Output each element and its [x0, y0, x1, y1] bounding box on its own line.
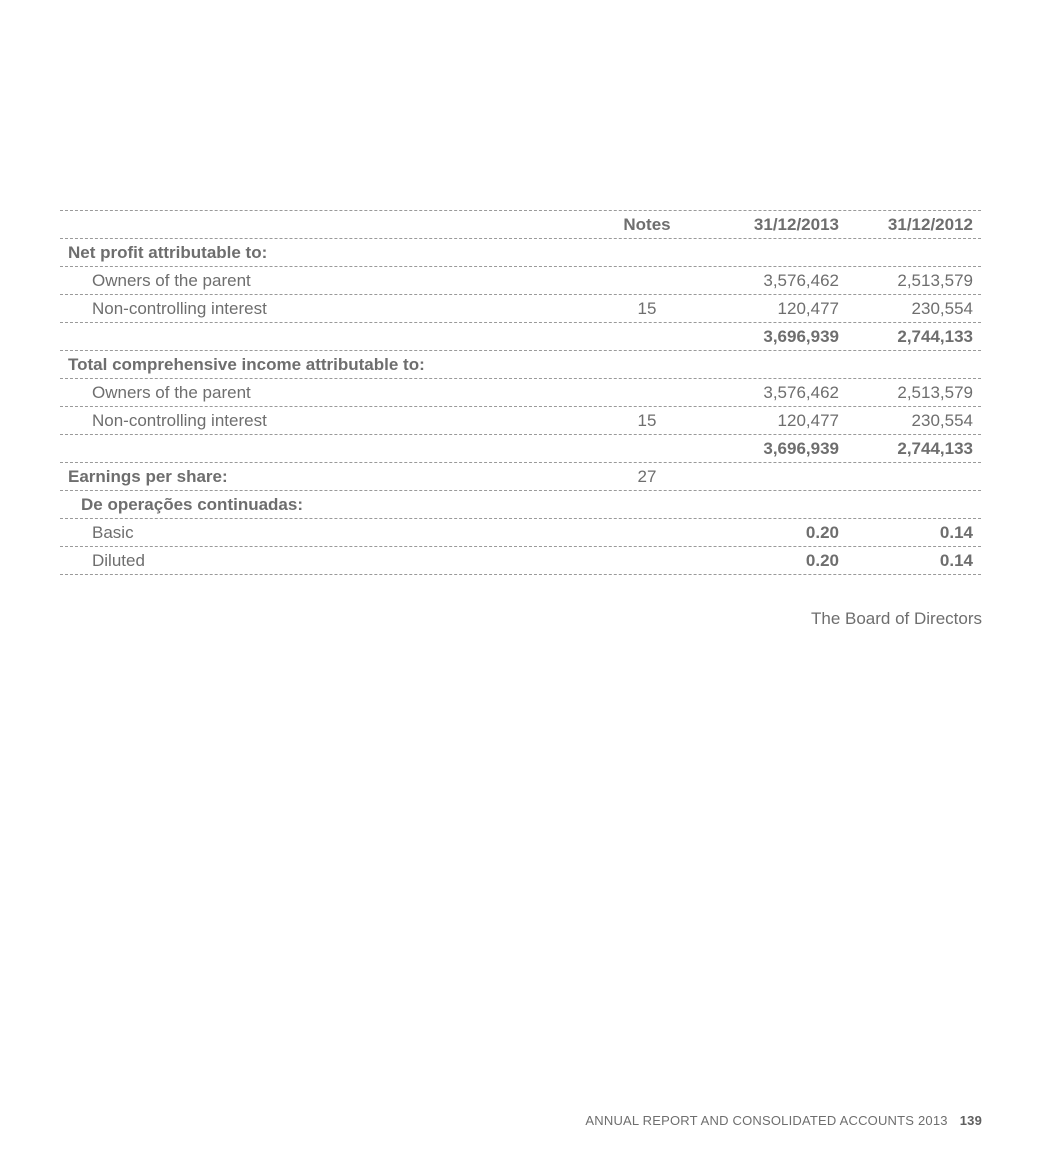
row-value-2013: 3,576,462	[763, 382, 839, 402]
row-label: Owners of the parent	[92, 382, 251, 402]
row-value-2012: 2,513,579	[897, 382, 973, 402]
row-value-2013: 0.20	[805, 522, 839, 542]
page-footer	[585, 1113, 982, 1128]
table-row-total	[60, 323, 981, 351]
header-2013: 31/12/2013	[753, 214, 839, 234]
row-value-2013: 3,576,462	[763, 270, 839, 290]
table-row	[60, 295, 981, 323]
table-row	[60, 267, 981, 295]
table-row	[60, 547, 981, 575]
row-value-2012: 230,554	[911, 410, 973, 430]
table-row	[60, 239, 981, 267]
row-label: Total comprehensive income attributable to:	[68, 354, 425, 374]
board-signature: The Board of Directors	[810, 609, 982, 628]
row-value-2013: 120,477	[777, 298, 839, 318]
row-label: Net profit attributable to:	[68, 242, 268, 262]
row-notes: 15	[637, 410, 657, 430]
header-2012: 31/12/2012	[887, 214, 973, 234]
row-value-2013: 0.20	[805, 550, 839, 570]
row-label: Non-controlling interest	[92, 410, 267, 430]
table-row	[60, 463, 981, 491]
table-row	[60, 491, 981, 519]
row-label: Earnings per share:	[68, 466, 228, 486]
income-attribution-table	[60, 210, 981, 575]
row-value-2012: 0.14	[939, 522, 973, 542]
row-label: Diluted	[92, 550, 145, 570]
row-label: Non-controlling interest	[92, 298, 267, 318]
row-label: De operações continuadas:	[81, 494, 304, 514]
row-value-2012: 2,513,579	[897, 270, 973, 290]
table-row	[60, 519, 981, 547]
table-row	[60, 379, 981, 407]
table-row	[60, 407, 981, 435]
table-header-row	[60, 211, 981, 239]
table-row	[60, 351, 981, 379]
row-value-2013: 3,696,939	[763, 438, 839, 458]
header-notes: Notes	[623, 214, 671, 234]
row-value-2013: 3,696,939	[763, 326, 839, 346]
row-notes: 27	[637, 466, 657, 486]
row-value-2012: 2,744,133	[897, 438, 973, 458]
table-row-total	[60, 435, 981, 463]
row-value-2012: 0.14	[939, 550, 973, 570]
page-number: 139	[959, 1113, 982, 1128]
row-value-2012: 2,744,133	[897, 326, 973, 346]
row-value-2012: 230,554	[911, 298, 973, 318]
row-label: Owners of the parent	[92, 270, 251, 290]
row-label: Basic	[92, 522, 134, 542]
row-notes: 15	[637, 298, 657, 318]
row-value-2013: 120,477	[777, 410, 839, 430]
footer-title: ANNUAL REPORT AND CONSOLIDATED ACCOUNTS 2013	[585, 1113, 948, 1128]
